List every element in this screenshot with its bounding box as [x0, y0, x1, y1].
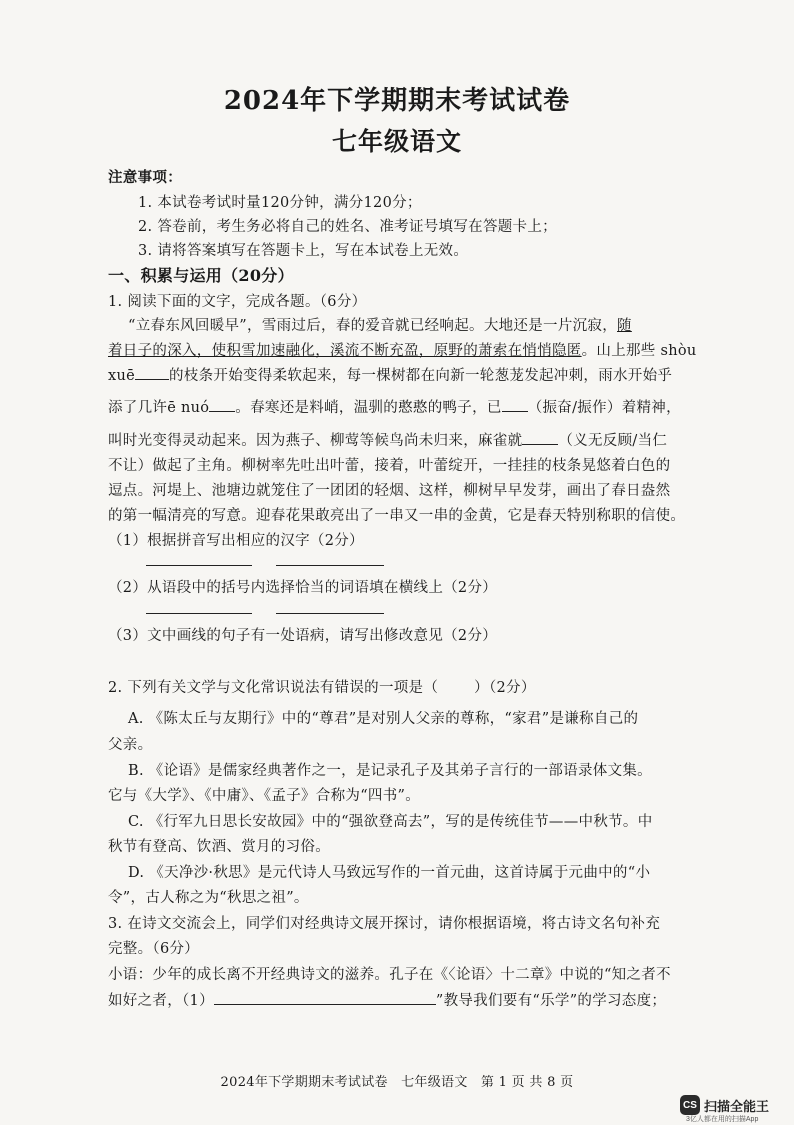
- q2-option-d-line-1: D. 《天净沙·秋思》是元代诗人马致远写作的一首元曲，这首诗属于元曲中的“小: [128, 865, 651, 881]
- notice-item-2: 2. 答卷前，考生务必将自己的姓名、准考证号填写在答题卡上；: [138, 219, 557, 235]
- q3-text-line-1: 小语：少年的成长离不开经典诗文的滋养。孔子在《〈论语〉十二章》中说的“知之者不: [108, 967, 671, 983]
- q2-option-b-line-1: B. 《论语》是儒家经典著作之一，是记录孔子及其弟子言行的一部语录体文集。: [128, 763, 652, 779]
- q2-option-c-line-1: C. 《行军九日思长安故园》中的“强欲登高去”，写的是传统佳节——中秋节。中: [128, 814, 653, 830]
- q1-sub-3: （3）文中画线的句子有一处语病，请写出修改意见（2分）: [108, 628, 498, 644]
- q1-passage-line-5: 叫时光变得灵动起来。因为燕子、柳莺等候鸟尚未归来，麻雀就 （义无反顾/当仁: [108, 429, 667, 450]
- page-footer: 2024年下学期期末考试试卷 七年级语文 第 1 页 共 8 页: [220, 1075, 574, 1090]
- q1-passage-line-4: 添了几许ē nuó 。春寒还是料峭，温驯的憨憨的鸭子，已 （振奋/振作）着精神，: [108, 396, 681, 417]
- notice-item-1: 1. 本试卷考试时量120分钟，满分120分；: [138, 195, 422, 211]
- q1-stem: 1. 阅读下面的文字，完成各题。（6分）: [108, 294, 367, 310]
- q3-text-line-2: 如好之者，（1） ”教导我们要有“乐学”的学习态度；: [108, 989, 666, 1010]
- q2-option-b-line-2: 它与《大学》、《中庸》、《孟子》合称为“四书”。: [108, 788, 421, 804]
- q3-stem-line-1: 3. 在诗文交流会上，同学们对经典诗文展开探讨，请你根据语境，将古诗文名句补充: [108, 916, 661, 932]
- notice-item-3: 3. 请将答案填写在答题卡上，写在本试卷上无效。: [138, 243, 469, 259]
- q1-sub-1: （1）根据拼音写出相应的汉字（2分）: [108, 533, 364, 549]
- q3-blank-1[interactable]: [214, 990, 436, 1005]
- q1-passage-line-3: xuē 的枝条开始变得柔软起来，每一棵树都在向新一轮葱茏发起冲刺，雨水开始乎: [108, 364, 672, 385]
- faulty-sentence: 着日子的深入，使积雪加速融化，溪流不断充盈，原野的萧索在悄悄隐匿: [108, 343, 582, 359]
- camscanner-name: 扫描全能王: [704, 1098, 770, 1114]
- blank-zhenfen[interactable]: [502, 397, 528, 412]
- answer-line-2b[interactable]: [276, 613, 384, 614]
- q2-stem: 2. 下列有关文学与文化常识说法有错误的一项是（ ）（2分）: [108, 680, 536, 696]
- q1-passage-line-2: 着日子的深入，使积雪加速融化，溪流不断充盈，原野的萧索在悄悄隐匿。山上那些 shòu: [108, 343, 697, 359]
- answer-line-1a[interactable]: [146, 565, 252, 566]
- exam-subtitle: 七年级语文: [331, 127, 462, 156]
- camscanner-watermark: [680, 1095, 769, 1115]
- q2-option-a-line-1: A. 《陈太丘与友期行》中的“尊君”是对别人父亲的尊称，“家君”是谦称自己的: [128, 711, 639, 727]
- q1-passage-line-6: 不让）做起了主角。柳树率先吐出叶蕾，接着，叶蕾绽开，一挂挂的枝条晃悠着白色的: [108, 458, 671, 474]
- q2-option-c-line-2: 秋节有登高、饮酒、赏月的习俗。: [108, 839, 330, 855]
- q1-sub-2: （2）从语段中的括号内选择恰当的词语填在横线上（2分）: [108, 580, 498, 596]
- q3-stem-line-2: 完整。（6分）: [108, 941, 200, 957]
- q2-option-d-line-2: 令”，古人称之为“秋思之祖”。: [108, 890, 309, 906]
- blank-yiwufangu[interactable]: [522, 430, 558, 445]
- exam-title: 2024年下学期期末考试试卷: [223, 86, 571, 116]
- q2-option-a-line-2: 父亲。: [108, 737, 153, 753]
- blank-shouxue[interactable]: [135, 365, 169, 380]
- q1-passage-line-1: “立春东风回暖早”，雪雨过后，春的爱音就已经响起。大地还是一片沉寂，随: [128, 318, 632, 334]
- answer-line-1b[interactable]: [276, 565, 384, 566]
- q1-passage-line-8: 的第一幅清亮的写意。迎春花果敢亮出了一串又一串的金黄，它是春天特别称职的信使。: [108, 508, 686, 524]
- camscanner-tagline: 3亿人都在用的扫描App: [686, 1116, 759, 1123]
- camscanner-logo-icon: CS: [680, 1095, 700, 1115]
- answer-line-2a[interactable]: [146, 613, 252, 614]
- q1-passage-line-7: 逗点。河堤上、池塘边就笼住了一团团的轻烟、这样，柳树早早发芽，画出了春日盎然: [108, 483, 671, 499]
- notice-heading: 注意事项：: [108, 169, 182, 186]
- blank-enuo[interactable]: [209, 397, 235, 412]
- section-1-heading: 一、积累与运用（20分）: [108, 266, 294, 285]
